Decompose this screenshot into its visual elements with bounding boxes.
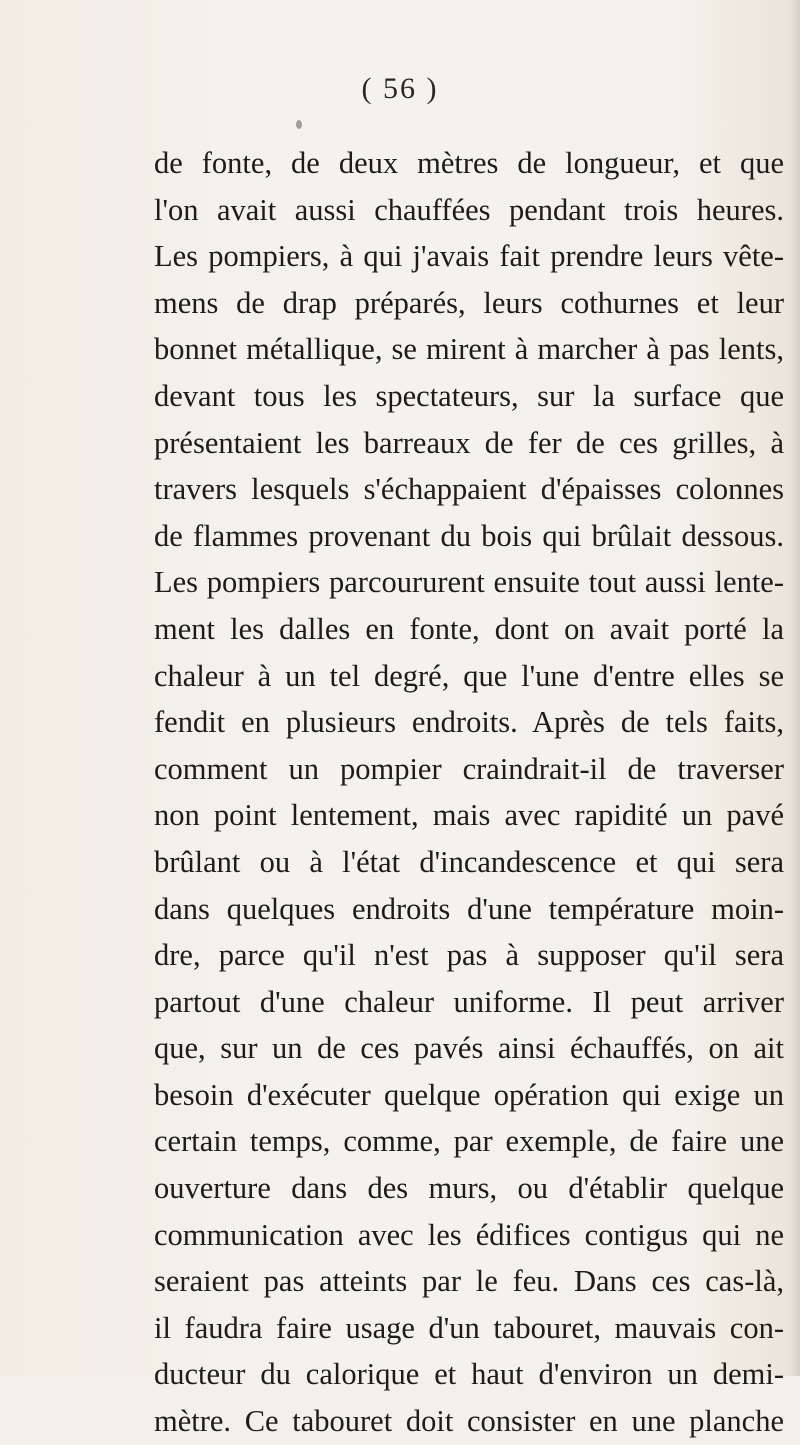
text-line: Les pompiers parcoururent ensuite tout aussi lente- xyxy=(154,565,784,600)
text-line: que, sur un de ces pavés ainsi échauffés, on ait xyxy=(154,1031,784,1066)
text-line: bonnet métallique, se mirent à marcher à pas lents, xyxy=(154,332,784,367)
text-line: chaleur à un tel degré, que l'une d'entre elles se xyxy=(154,658,784,693)
text-line: travers lesquels s'échappaient d'épaisses colonnes xyxy=(154,472,784,507)
text-line: ment les dalles en fonte, dont on avait porté la xyxy=(154,611,784,646)
text-line: partout d'une chaleur uniforme. Il peut arriver xyxy=(154,984,784,1019)
text-line: de fonte, de deux mètres de longueur, et que xyxy=(154,146,784,180)
page-number: ( 56 ) xyxy=(361,72,439,105)
text-line: il faudra faire usage d'un tabouret, mauvais con- xyxy=(154,1310,784,1345)
text-line: Les pompiers, à qui j'avais fait prendre leurs vête- xyxy=(154,239,784,274)
text-line: mètre. Ce tabouret doit consister en une planche xyxy=(154,1404,784,1439)
text-line: fendit en plusieurs endroits. Après de tels faits, xyxy=(154,705,784,740)
text-line: mens de drap préparés, leurs cothurnes et leur xyxy=(154,285,784,320)
body-text xyxy=(154,140,794,1445)
ink-speck xyxy=(296,120,302,129)
text-line: certain temps, comme, par exemple, de faire une xyxy=(154,1124,784,1159)
text-line: non point lentement, mais avec rapidité un pavé xyxy=(154,798,784,833)
text-line: communication avec les édifices contigus qui ne xyxy=(154,1217,784,1252)
text-line: brûlant ou à l'état d'incandescence et qui sera xyxy=(154,844,784,879)
text-line: ducteur du calorique et haut d'environ un demi- xyxy=(154,1357,784,1392)
text-line: présentaient les barreaux de fer de ces grilles, à xyxy=(154,425,784,460)
text-line: devant tous les spectateurs, sur la surface que xyxy=(154,378,784,413)
text-line: besoin d'exécuter quelque opération qui exige un xyxy=(154,1077,784,1112)
text-line: seraient pas atteints par le feu. Dans ces cas-là, xyxy=(154,1264,784,1299)
text-line: comment un pompier craindrait-il de traverser xyxy=(154,751,784,786)
text-line: l'on avait aussi chauffées pendant trois heures. xyxy=(154,192,784,227)
text-line: de flammes provenant du bois qui brûlait dessous. xyxy=(154,518,784,553)
text-line: dans quelques endroits d'une température moin- xyxy=(154,891,784,926)
text-line: ouverture dans des murs, ou d'établir quelque xyxy=(154,1171,784,1206)
text-line: dre, parce qu'il n'est pas à supposer qu'il sera xyxy=(154,938,784,973)
